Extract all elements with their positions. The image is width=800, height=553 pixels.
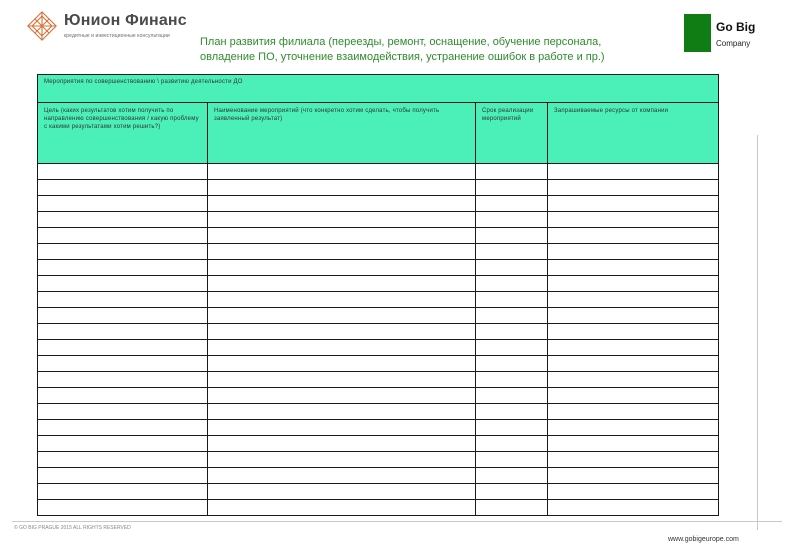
table-row xyxy=(38,276,719,292)
table-cell-activities[interactable] xyxy=(208,500,476,516)
table-cell-activities[interactable] xyxy=(208,228,476,244)
table-cell-goal[interactable] xyxy=(38,244,208,260)
table-cell-goal[interactable] xyxy=(38,292,208,308)
table-cell-activities[interactable] xyxy=(208,196,476,212)
table-cell-deadline[interactable] xyxy=(476,308,548,324)
table-cell-goal[interactable] xyxy=(38,324,208,340)
table-cell-resources[interactable] xyxy=(548,436,719,452)
table-cell-resources[interactable] xyxy=(548,452,719,468)
table-cell-deadline[interactable] xyxy=(476,228,548,244)
go-big-subtitle: Company xyxy=(716,39,751,48)
table-cell-resources[interactable] xyxy=(548,356,719,372)
table-cell-resources[interactable] xyxy=(548,340,719,356)
table-cell-deadline[interactable] xyxy=(476,244,548,260)
page-title: План развития филиала (переезды, ремонт, оснащение, обучение персонала, овладение ПО, уточнение взаимодействия, устранение ошибок в работе и пр.) xyxy=(200,36,605,63)
table-cell-activities[interactable] xyxy=(208,468,476,484)
table-cell-activities[interactable] xyxy=(208,212,476,228)
table-cell-goal[interactable] xyxy=(38,500,208,516)
table-cell-activities[interactable] xyxy=(208,388,476,404)
table-row xyxy=(38,388,719,404)
table-cell-resources[interactable] xyxy=(548,228,719,244)
table-cell-activities[interactable] xyxy=(208,292,476,308)
go-big-square-icon xyxy=(684,14,711,52)
table-cell-resources[interactable] xyxy=(548,324,719,340)
table-row xyxy=(38,404,719,420)
table-row xyxy=(38,356,719,372)
table-row xyxy=(38,212,719,228)
table-cell-goal[interactable] xyxy=(38,212,208,228)
development-plan-table xyxy=(37,74,719,516)
table-row xyxy=(38,452,719,468)
table-cell-resources[interactable] xyxy=(548,164,719,180)
table-cell-goal[interactable] xyxy=(38,372,208,388)
table-cell-activities[interactable] xyxy=(208,372,476,388)
table-cell-activities[interactable] xyxy=(208,436,476,452)
table-cell-resources[interactable] xyxy=(548,212,719,228)
footer-website: www.gobigeurope.com xyxy=(668,536,739,543)
column-header-activities: Наименование мероприятий (что конкретно хотим сделать, чтобы получить заявленный результат) xyxy=(208,103,476,164)
go-big-logo xyxy=(684,14,764,54)
table-cell-resources[interactable] xyxy=(548,468,719,484)
table-cell-goal[interactable] xyxy=(38,436,208,452)
table-cell-deadline[interactable] xyxy=(476,196,548,212)
table-row xyxy=(38,180,719,196)
column-header-resources: Запрашиваемые ресурсы от компании xyxy=(548,103,719,164)
table-cell-deadline[interactable] xyxy=(476,356,548,372)
table-cell-goal[interactable] xyxy=(38,356,208,372)
footer-copyright: © GO BIG PRAGUE 2015 ALL RIGHTS RESERVED xyxy=(14,525,131,531)
table-cell-resources[interactable] xyxy=(548,276,719,292)
table-cell-deadline[interactable] xyxy=(476,212,548,228)
column-header-row xyxy=(38,103,719,164)
table-row xyxy=(38,340,719,356)
table-row xyxy=(38,436,719,452)
section-header: Мероприятия по совершенствованию \ развитию деятельности ДО xyxy=(38,75,719,103)
table-row xyxy=(38,308,719,324)
table-cell-resources[interactable] xyxy=(548,404,719,420)
table-cell-activities[interactable] xyxy=(208,260,476,276)
table-cell-activities[interactable] xyxy=(208,404,476,420)
table-cell-deadline[interactable] xyxy=(476,260,548,276)
union-finance-logo-icon xyxy=(26,10,58,42)
union-finance-logo xyxy=(26,10,196,46)
table-cell-goal[interactable] xyxy=(38,388,208,404)
table-cell-goal[interactable] xyxy=(38,340,208,356)
table-cell-activities[interactable] xyxy=(208,484,476,500)
table-cell-deadline[interactable] xyxy=(476,372,548,388)
table-cell-deadline[interactable] xyxy=(476,276,548,292)
table-cell-deadline[interactable] xyxy=(476,404,548,420)
table-row xyxy=(38,500,719,516)
table-cell-goal[interactable] xyxy=(38,164,208,180)
table-row xyxy=(38,260,719,276)
table-cell-deadline[interactable] xyxy=(476,292,548,308)
table-cell-activities[interactable] xyxy=(208,244,476,260)
section-header-row xyxy=(38,75,719,103)
table-cell-goal[interactable] xyxy=(38,468,208,484)
logo-name: Юнион Финанс xyxy=(64,12,187,29)
table-cell-goal[interactable] xyxy=(38,308,208,324)
table-cell-goal[interactable] xyxy=(38,452,208,468)
table-cell-goal[interactable] xyxy=(38,260,208,276)
table-cell-goal[interactable] xyxy=(38,228,208,244)
table-row xyxy=(38,228,719,244)
table-cell-deadline[interactable] xyxy=(476,452,548,468)
table-row xyxy=(38,484,719,500)
table-cell-resources[interactable] xyxy=(548,180,719,196)
table-row xyxy=(38,244,719,260)
table-cell-resources[interactable] xyxy=(548,372,719,388)
table-cell-goal[interactable] xyxy=(38,276,208,292)
table-cell-goal[interactable] xyxy=(38,420,208,436)
table-cell-activities[interactable] xyxy=(208,356,476,372)
table-cell-activities[interactable] xyxy=(208,308,476,324)
table-cell-resources[interactable] xyxy=(548,260,719,276)
table-cell-activities[interactable] xyxy=(208,420,476,436)
vertical-divider xyxy=(757,135,758,530)
go-big-name: Go Big xyxy=(716,20,756,34)
table-cell-resources[interactable] xyxy=(548,196,719,212)
table-cell-resources[interactable] xyxy=(548,500,719,516)
table-cell-resources[interactable] xyxy=(548,388,719,404)
table-cell-activities[interactable] xyxy=(208,324,476,340)
table-cell-deadline[interactable] xyxy=(476,164,548,180)
table-cell-resources[interactable] xyxy=(548,308,719,324)
table-row xyxy=(38,164,719,180)
table-cell-deadline[interactable] xyxy=(476,324,548,340)
table-cell-resources[interactable] xyxy=(548,244,719,260)
table-cell-activities[interactable] xyxy=(208,180,476,196)
table-cell-goal[interactable] xyxy=(38,404,208,420)
table-cell-deadline[interactable] xyxy=(476,420,548,436)
table-cell-activities[interactable] xyxy=(208,164,476,180)
table-row xyxy=(38,468,719,484)
table-cell-deadline[interactable] xyxy=(476,340,548,356)
table-cell-resources[interactable] xyxy=(548,484,719,500)
table-row xyxy=(38,292,719,308)
table-cell-resources[interactable] xyxy=(548,420,719,436)
table-row xyxy=(38,372,719,388)
table-cell-activities[interactable] xyxy=(208,276,476,292)
table-cell-deadline[interactable] xyxy=(476,484,548,500)
table-row xyxy=(38,324,719,340)
table-cell-goal[interactable] xyxy=(38,180,208,196)
column-header-goal: Цель (каких результатов хотим получить по направлению совершенствования / какую проблему с какими результатами хотим решить?) xyxy=(38,103,208,164)
table-cell-deadline[interactable] xyxy=(476,388,548,404)
table-cell-resources[interactable] xyxy=(548,292,719,308)
table-cell-deadline[interactable] xyxy=(476,436,548,452)
column-header-deadline: Срок реализации мероприятий xyxy=(476,103,548,164)
table-cell-goal[interactable] xyxy=(38,484,208,500)
table-cell-goal[interactable] xyxy=(38,196,208,212)
table-cell-activities[interactable] xyxy=(208,452,476,468)
logo-tagline: кредитные и инвестиционные консультации xyxy=(64,33,170,39)
table-cell-activities[interactable] xyxy=(208,340,476,356)
table-cell-deadline[interactable] xyxy=(476,500,548,516)
table-row xyxy=(38,196,719,212)
table-cell-deadline[interactable] xyxy=(476,180,548,196)
footer-divider xyxy=(12,521,782,522)
table-cell-deadline[interactable] xyxy=(476,468,548,484)
table-row xyxy=(38,420,719,436)
